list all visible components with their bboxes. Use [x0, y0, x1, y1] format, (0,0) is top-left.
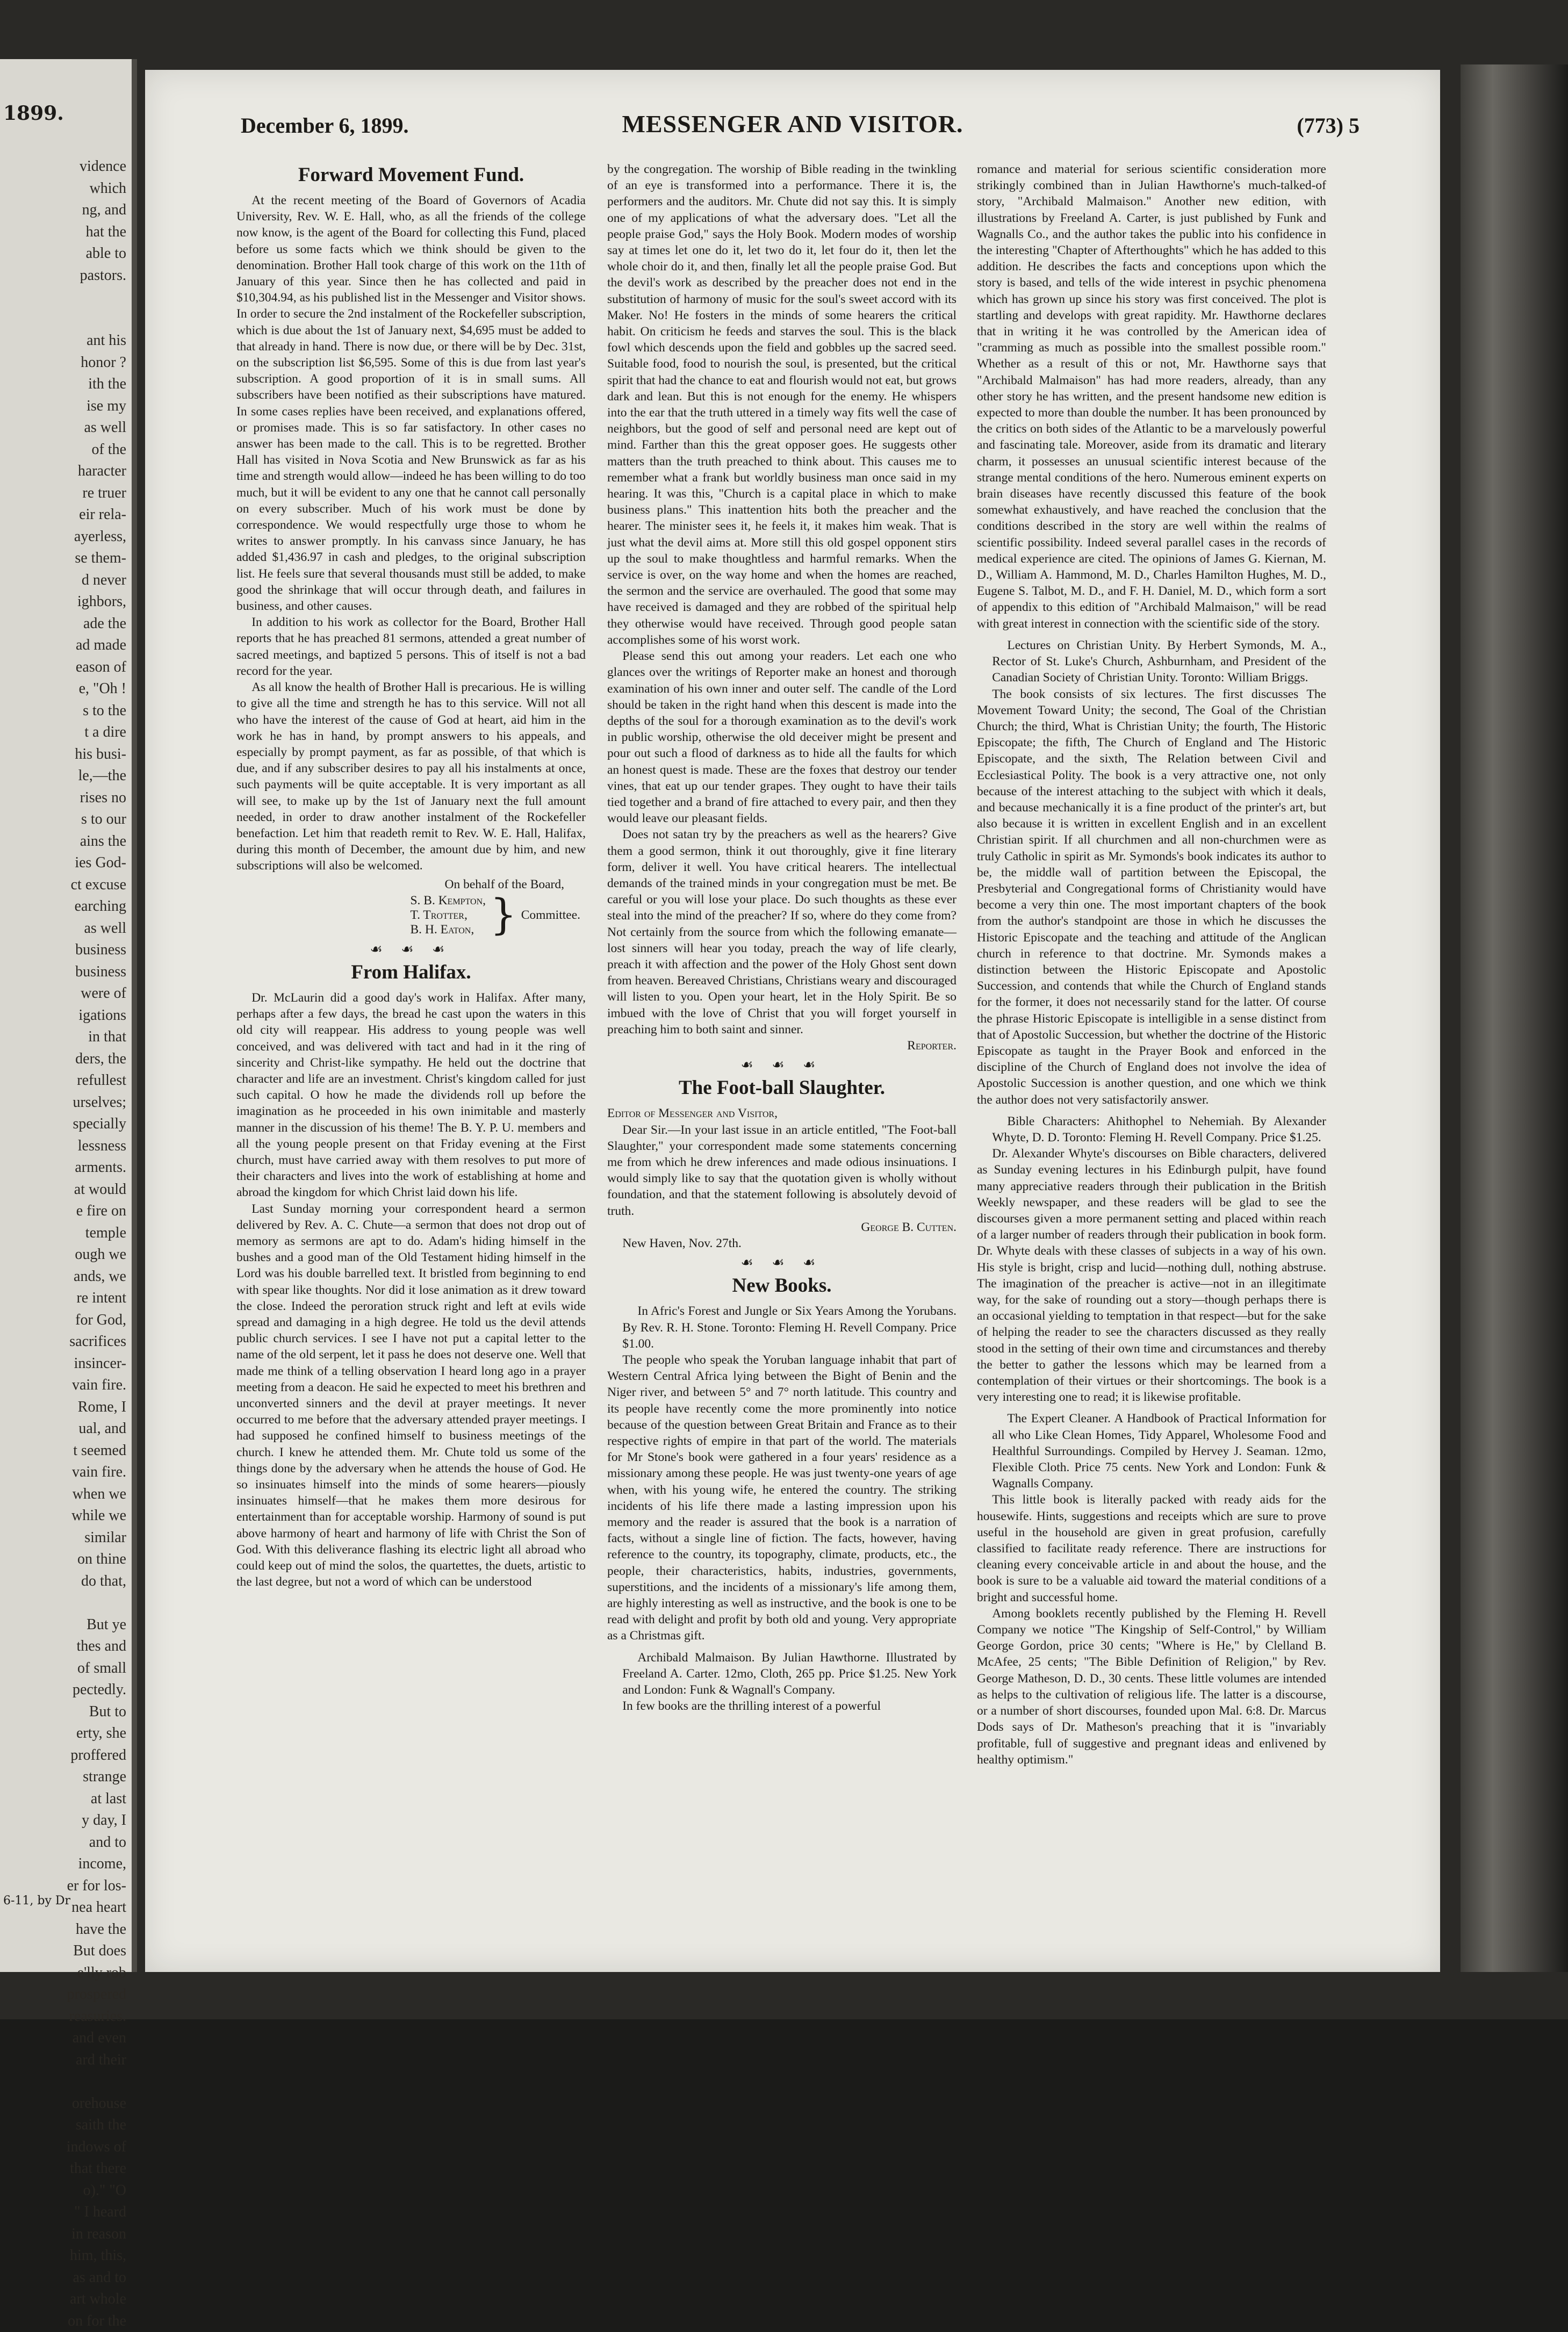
adjacent-page-line: se them- — [75, 548, 126, 570]
adjacent-page-line: hat the — [86, 221, 126, 243]
letter-salutation: Editor of Messenger and Visitor, — [607, 1105, 956, 1121]
adjacent-page-line: arments. — [75, 1157, 126, 1179]
adjacent-page-line: for God, — [75, 1309, 126, 1331]
adjacent-page-line: and to — [89, 1832, 126, 1854]
adjacent-page-line: him, this, — [70, 2245, 126, 2267]
adjacent-page-line: s to the — [83, 700, 126, 722]
adjacent-page-line: proffered — [70, 1745, 126, 1767]
adjacent-page-year: 1899. — [3, 102, 64, 125]
article-heading-new-books: New Books. — [607, 1274, 956, 1298]
adjacent-page-line: ard their — [76, 2049, 126, 2071]
adjacent-page-line: re intent — [76, 1287, 126, 1309]
adjacent-page-line: insincer- — [74, 1353, 126, 1375]
adjacent-page-line: eason of — [76, 657, 126, 679]
adjacent-page-line: reasuries. — [69, 2006, 126, 2028]
adjacent-page-line: able to — [86, 243, 126, 265]
adjacent-page-line: e fire on — [76, 1200, 126, 1222]
adjacent-page-line: s to our — [81, 809, 126, 831]
masthead — [145, 107, 1440, 145]
adjacent-page-line: rises no — [80, 787, 126, 809]
adjacent-page-line: of small — [77, 1658, 126, 1680]
adjacent-page-line: vidence — [80, 156, 126, 178]
adjacent-page-line: do that, — [81, 1571, 126, 1593]
newspaper-title: MESSENGER AND VISITOR. — [145, 110, 1440, 138]
book-edge — [1461, 64, 1568, 1972]
adjacent-page-line: while we — [71, 1505, 126, 1527]
adjacent-page-line: that there — [70, 2158, 126, 2180]
adjacent-page-line: lessness — [78, 1135, 126, 1157]
adjacent-page-line: in reason — [71, 2223, 126, 2245]
adjacent-page-line: have the — [76, 1919, 126, 1941]
article-heading-from-halifax: From Halifax. — [236, 961, 586, 984]
issue-date: December 6, 1899. — [241, 113, 409, 138]
paragraph: In addition to his work as collector for the Board, Brother Hall reports that he has preached 81 sermons, attended a great number of sacred meetings, and baptized 5 persons. This of itself is not a bad record for the year. — [236, 614, 586, 679]
committee-signatures — [236, 894, 586, 937]
adjacent-page-line: igations — [78, 1005, 126, 1027]
adjacent-page-footnote: 6-11, by Dr — [3, 1894, 70, 1908]
letter-signature: George B. Cutten. — [607, 1219, 956, 1235]
adjacent-page-line: similar — [84, 1527, 126, 1549]
adjacent-page-fragment — [0, 59, 137, 1972]
adjacent-page-line: o)." "O — [83, 2180, 126, 2202]
adjacent-page-line: le,—the — [78, 765, 126, 787]
adjacent-page-line: t a dire — [84, 722, 126, 744]
adjacent-page-line: indows of — [67, 2136, 126, 2158]
adjacent-page-line: were of — [81, 983, 126, 1005]
adjacent-page-line: e'lly rob — [77, 1962, 126, 1984]
adjacent-page-line: t seemed — [73, 1440, 126, 1462]
adjacent-page-line: ough we — [75, 1244, 126, 1266]
adjacent-page-line: e, "Oh ! — [79, 678, 126, 700]
book-review: In few books are the thrilling interest of a powerful — [607, 1698, 956, 1714]
adjacent-page-line: vain fire. — [72, 1462, 126, 1484]
book-listing: Bible Characters: Ahithophel to Nehemiah. By Alexander Whyte, D. D. Toronto: Fleming H. Revell Company. Price $1.25. — [977, 1113, 1326, 1146]
adjacent-page-line: temple — [85, 1222, 126, 1244]
adjacent-page-line: pectedly. — [73, 1679, 126, 1701]
adjacent-page-line: his busi- — [75, 744, 126, 766]
adjacent-page-line: art whole — [70, 2288, 126, 2311]
adjacent-page-line: re truer — [82, 483, 126, 505]
adjacent-page-line: ies God- — [75, 852, 126, 874]
adjacent-page-line: er for los- — [67, 1875, 126, 1897]
paragraph: As all know the health of Brother Hall is precarious. He is willing to give all the time and strength he has to this service. Will not all who have the interest of the cause of God at heart, aid him in the work he has in hand, by prompt answers to his appeals, and especially by prompt payment, as far as possible, of that which is due, and if any subscriber desires to pay all his instalments at once, such payments will be quite acceptable. It is very important as all will see, to make up by the 1st of January next the full amount needed, in order to draw another instalment of the Rockefeller benefaction. Let him that readeth remit to Rev. W. E. Hall, Halifax, during this month of December, the amount due by him, and new subscriptions will also be welcomed. — [236, 679, 586, 874]
paragraph: Dr. McLaurin did a good day's work in Halifax. After many, perhaps after a few days, the bread he cast upon the waters in this old city will reappear. His address to young people was well conceived, and was delivered with tact and had in it the ring of sincerity and Christ-like sympathy. He held out the doctrine that character and life are an investment. Christ's kingdom called for just such capital. O how he made the dividends roll up before the imagination as he proceeded in his own inimitable and masterly manner in the discussion of his theme! The B. Y. P. U. members and all the young people present on that Friday evening at the First church, must have carried away with them resolves to put more of their characters and lives into the work of establishing at home and abroad the kingdom for which Christ laid down his life. — [236, 990, 586, 1201]
adjacent-page-line: ual, and — [78, 1418, 126, 1440]
adjacent-page-line: honor ? — [81, 352, 126, 374]
adjacent-page-line: at last — [91, 1788, 126, 1810]
adjacent-page-line: on thine — [77, 1549, 126, 1571]
adjacent-page-line: But ye — [87, 1614, 126, 1636]
adjacent-page-line: income, — [78, 1853, 126, 1875]
brace-glyph: } — [490, 894, 517, 937]
column-2 — [607, 161, 956, 1714]
adjacent-page-line: as well — [84, 918, 126, 940]
committee-member: S. B. Kempton, — [410, 894, 486, 908]
adjacent-page-line: ith the — [88, 373, 126, 395]
adjacent-page-line: ise my — [87, 395, 126, 418]
section-ornament: ☙ ☙ ☙ — [607, 1057, 956, 1073]
adjacent-page-line: y day, I — [82, 1810, 126, 1832]
adjacent-page-line: But does — [73, 1940, 126, 1962]
paragraph: Please send this out among your readers. Let each one who glances over the writings of Reporter make an honest and thorough examination of his own inner and outer self. The candle of the Lord should be taken in the right hand when this descent is made into the depths of the soul for a thorough examination as to the devil's work in public worship, otherwise the old deceiver might be present and pour out such a flood of darkness as to hide all the faults for which an honest quest is made. These are the foxes that destroy our tender vines, that eat up our tender grapes. They ought to have their tails tied together and a brand of fire attached to every pair, and then they would leave our pleasant fields. — [607, 648, 956, 826]
adjacent-page-line: ighbors, — [77, 591, 126, 613]
letter-dateline: New Haven, Nov. 27th. — [607, 1235, 956, 1251]
adjacent-page-line: which — [90, 178, 126, 200]
adjacent-page-line: Rome, I — [78, 1397, 126, 1419]
section-ornament: ☙ ☙ ☙ — [236, 941, 586, 958]
committee-names — [410, 894, 486, 937]
adjacent-page-line: ant his — [87, 330, 126, 352]
adjacent-page-line: ct excuse — [71, 874, 126, 896]
adjacent-page-line: on for the — [68, 2311, 126, 2332]
committee-member: B. H. Eaton, — [410, 923, 486, 937]
adjacent-page-line: erty, she — [76, 1723, 126, 1745]
paragraph: Last Sunday morning your correspondent heard a sermon delivered by Rev. A. C. Chute—a sermon that does not drop out of memory as sermons are apt to do. Adam's hiding himself in the bushes and a good man of the Old Testament hiding himself in the Lord was his double barrelled text. It bristled from beginning to end with spear like thoughts. Nor did it lose animation as it drew toward the close. Indeed the peroration struck right and left at evils wide spread and damaging in a high degree. He told us the devil attends public church services. I see I have not put a capital letter to the name of the old serpent, let it pass he does not deserve one. Well that made me think of a telling observation I heard long ago in a prayer meeting from a deacon. He said he expected to meet his brethren and unconverted sinners and the devil at prayer meetings. It never occurred to me before that the adversary attended prayer meetings. I had supposed he confined himself to business meetings of the church. I knew he attended them. Mr. Chute told us some of the things done by the adversary when he attends the house of God. He so insinuates himself into the minds of some hearers—piously insinuates himself—that he makes them more desirous for entertainment than for acceptable worship. Harmony of sound is put above harmony of heart and harmony of life with Christ the Son of God. With this deliverance flashing its electric light all abroad who could keep out of mind the solos, the quartettes, the duets, artistic to the last degree, but not a word of which can be understood — [236, 1201, 586, 1590]
book-listing: Archibald Malmaison. By Julian Hawthorne. Illustrated by Freeland A. Carter. 12mo, Cloth, 265 pp. Price $1.25. New York and London: Funk & Wagnall's Company. — [607, 1650, 956, 1698]
adjacent-page-line: saith the — [76, 2114, 126, 2136]
adjacent-page-line: in that — [88, 1026, 126, 1048]
book-listing: In Afric's Forest and Jungle or Six Years Among the Yorubans. By Rev. R. H. Stone. Toronto: Fleming H. Revell Company. Price $1.00. — [607, 1303, 956, 1352]
article-signature: Reporter. — [607, 1038, 956, 1054]
adjacent-page-line: as well — [84, 417, 126, 439]
signature-block — [236, 876, 586, 937]
adjacent-page-line: and even — [73, 2027, 126, 2049]
adjacent-page-line: business — [75, 961, 126, 983]
newspaper-page — [145, 70, 1440, 1972]
paragraph: Dear Sir.—In your last issue in an article entitled, "The Foot-ball Slaughter," your correspondent made some statements concerning me from which he drew inferences and made odious insinuations. I would simply like to say that the quotation given is wholly without foundation, and that the statement following is absolutely devoid of truth. — [607, 1122, 956, 1219]
on-behalf-line: On behalf of the Board, — [236, 876, 586, 893]
book-review: romance and material for serious scientific consideration more strikingly combined than in Julian Hawthorne's much-talked-of story, "Archibald Malmaison." Another new edition, with illustrations by Freeland A. Carter, is just published by Funk and Wagnalls Co., and the author takes the public into his confidence in the interesting "Chapter of Afterthoughts" which he has added to this addition. He describes the facts and conceptions upon which the story is based, and tells of the wide interest in psychic phenomena which has grown up since his story was first conceived. The plot is startling and develops with great rapidity. Mr. Hawthorne declares that in writing it he was controlled by the American idea of "cramming as much as possible into the smallest possible room." Whether as a result of this or not, Mr. Hawthorne says that "Archibald Malmaison" has had more readers, already, than any other story he has written, and the present handsome new edition is expected to more than double the number. It has been pronounced by the critics on both sides of the Atlantic to be a marvelously powerful and fascinating tale. Moreover, aside from its dramatic and literary charm, it possesses an unusual scientific interest because of the strange mental conditions of the hero. Numerous eminent experts on brain diseases have recently discussed this feature of the book somewhat exhaustively, and have reached the conclusion that the conditions described in the story are well within the realms of scientific possibility. Indeed several parallel cases in the records of medical experience are cited. The opinions of James G. Kiernan, M. D., William A. Hammond, M. D., Charles Hamilton Hughes, M. D., Eugene S. Talbot, M. D., and F. H. Daniel, M. D., which form a sort of appendix to this edition of "Archibald Malmaison," will be read with great interest in connection with the scientific side of the story. — [977, 161, 1326, 632]
page-number: (773) 5 — [1297, 113, 1360, 138]
book-listing: The Expert Cleaner. A Handbook of Practical Information for all who Like Clean Homes, Tidy Apparel, Wholesome Food and Healthful Surroundings. Compiled by Hervey J. Seaman. 12mo, Flexible Cloth. Price 75 cents. New York and London: Funk & Wagnalls Company. — [977, 1410, 1326, 1492]
article-heading-football: The Foot-ball Slaughter. — [607, 1076, 956, 1100]
column-1 — [236, 161, 586, 1590]
adjacent-page-line: strange — [83, 1766, 126, 1788]
adjacent-page-line: ands, we — [74, 1266, 126, 1288]
adjacent-page-line: ade the — [83, 613, 126, 635]
adjacent-page-line: when we — [73, 1484, 126, 1506]
committee-label: Committee. — [521, 907, 580, 923]
adjacent-page-line: " I heard — [74, 2201, 126, 2223]
book-review: The book consists of six lectures. The first discusses The Movement Toward Unity; the second, The Goal of the Christian Church; the third, What is Christian Unity; the fourth, The Historic Episcopate; the fifth, The Church of England and The Historic Episcopate, and the sixth, The Relation between Civil and Ecclesiastical Polity. The book is a very attractive one, not only because of the interest attaching to the subject with which it deals, and because mechanically it is a fine product of the printer's art, but also because it is written in excellent English and in an excellent Christian spirit. If all churchmen and all non-churchmen were as truly Catholic in spirit as Mr. Symonds's book indicates its author to be, the middle wall of partition between the Episcopal, the Presbyterial and Congregational forms of Christianity would have become a very thin one. The most important chapters of the book from the author's standpoint are those in which he discusses the Historic Episcopate and the teaching and attitude of the Anglican church in reference to that doctrine. Mr. Symonds makes a distinction between the Historic Episcopate and Apostolic Succession, and contends that while the Church of England stands for the former, it does not necessarily stand for the latter. Of course the phrase Historic Episcopate is intelligible in a sense distinct from that of Apostolic Succession, but whether the doctrine of the Historic Episcopate as taught in the Prayer Book and enforced in the discipline of the Church of England does not involve the idea of Apostolic Succession is another question, and one which we think the author does not very satisfactorily answer. — [977, 686, 1326, 1108]
paragraph: Does not satan try by the preachers as well as the hearers? Give them a good sermon, think it out thoroughly, give it fine literary form, deliver it well. You have critical hearers. The intellectual demands of the trained minds in your congregation must be met. Be careful or you will lose your place. Do such thoughts as these ever steal into the mind of the preacher? If so, where do they come from? Not certainly from the source from which the following emanate—lost sinners will hear you today, preach the way of life clearly, preach it with affection and the power of the Holy Ghost sent down from heaven. Bereaved Christians, Christians weary and discouraged will listen to you. Open your heart, let in the Holy Spirit. Be so imbued with the love of Christ that you will forget yourself in preaching him to both saint and sinner. — [607, 826, 956, 1038]
column-3 — [977, 161, 1326, 1768]
adjacent-page-line: ders, the — [75, 1048, 126, 1070]
adjacent-page-line: specially — [73, 1113, 126, 1135]
adjacent-page-line: nea heart — [71, 1897, 126, 1919]
adjacent-page-line: orehouse — [72, 2093, 126, 2115]
committee-member: T. Trotter, — [410, 908, 486, 923]
book-review: This little book is literally packed with ready aids for the housewife. Hints, suggestions and receipts which are sure to prove useful in the household are given in great profusion, carefully classified to facilitate ready reference. There are instructions for cleaning every conceivable article in and about the house, and the book is sure to be a valuable aid toward the material conditions of a bright and successful home. — [977, 1492, 1326, 1605]
adjacent-page-line: thes and — [76, 1636, 126, 1658]
adjacent-page-line: at would — [74, 1179, 126, 1201]
adjacent-page-line: d never — [82, 570, 126, 592]
adjacent-page-line: ayerless, — [74, 526, 126, 548]
adjacent-page-line: business — [75, 939, 126, 961]
adjacent-page-line: eir rela- — [79, 504, 126, 526]
adjacent-page-line: ains the — [80, 831, 126, 853]
adjacent-page-line: But to — [89, 1701, 126, 1723]
adjacent-page-line: refullest — [77, 1070, 126, 1092]
adjacent-page-line: pastors. — [80, 265, 126, 287]
adjacent-page-line: urselves; — [73, 1092, 126, 1114]
book-review: Dr. Alexander Whyte's discourses on Bible characters, delivered as Sunday evening lectures in his Edinburgh pulpit, have found many appreciative readers through their publication in the British Weekly newspaper, and these readers will be glad to see the discourses given a more permanent setting and placed within reach of a larger number of readers through their publication in book form. Dr. Whyte deals with these classes of subjects in a way of his own. His style is bright, crisp and lucid—nothing dull, nothing abstruse. The imagination of the preacher is active—not in an illegitimate way, for the sake of rounding out a story—though perhaps there is an occasional yielding to temptation in that respect—but for the sake of helping the reader to see the characters discussed as they really stood in the setting of their own time and circumstances and thereby the better to gather the lessons which may be learned from a contemplation of their virtues or their shortcomings. The book is a very interesting one to read; it is likewise profitable. — [977, 1146, 1326, 1405]
adjacent-page-line: earching — [75, 896, 126, 918]
adjacent-page-line: sacrifices — [69, 1331, 126, 1353]
adjacent-page-line: of the — [91, 439, 126, 461]
adjacent-page-line: prospered — [67, 1984, 126, 2006]
booklets-notice: Among booklets recently published by the Fleming H. Revell Company we notice "The Kingship of Self-Control," by William George Gordon, price 30 cents; "Where is He," by Clelland B. McAfee, 25 cents; "The Bible Definition of Religion," by Rev. George Matheson, D. D., 30 cents. These little volumes are intended as helps to the cultivation of religious life. The latter is a discourse, or a number of short discourses, founded upon Mal. 6:8. Dr. Marcus Dods says of Dr. Matheson's preaching that it is "invariably profitable, full of suggestive and pregnant ideas and enlivened by healthy optimism." — [977, 1606, 1326, 1768]
book-listing: Lectures on Christian Unity. By Herbert Symonds, M. A., Rector of St. Luke's Church, Ashburnham, and President of the Canadian Society of Christian Unity. Toronto: William Briggs. — [977, 637, 1326, 686]
adjacent-page-line: vain fire. — [72, 1374, 126, 1397]
adjacent-page-line: ad made — [76, 635, 126, 657]
paragraph: At the recent meeting of the Board of Governors of Acadia University, Rev. W. E. Hall, who, as all the friends of the college now know, is the agent of the Board for collecting this Fund, placed before us some facts which we think should be given to the denomination. Brother Hall took charge of this work on the 11th of January of this year. Since then he has collected and paid in $10,304.94, as his published list in the Messenger and Visitor shows. In order to secure the 2nd instalment of the Rockefeller subscription, which is due about the 1st of January next, $4,695 must be added to that already in hand. There is now due, or there will be by Dec. 31st, on the subscription list $6,595. Some of this is due from last year's subscription. A good proportion of it is in small sums. All subscribers have been notified as their subscriptions have matured. In some cases replies have been received, and explanations offered, or promises made. This is so far satisfactory. In other cases no answer has been made to the call. This is to be regretted. Brother Hall has visited in Nova Scotia and New Brunswick as far as his time and strength would allow—indeed he has been willing to do too much, but it will be evident to any one that he cannot call personally on every subscriber. Much of his work must be done by correspondence. We would respectfully urge those to whom he writes to answer promptly. In his canvass since January, he has added $1,436.97 in cash and pledges, to the original subscription list. He feels sure that several thousands must still be added, to make good the shrinkage that will occur through death, and failures in business, and other causes. — [236, 192, 586, 614]
adjacent-page-line: haracter — [78, 460, 126, 483]
adjacent-page-line: ng, and — [82, 199, 126, 221]
book-review: The people who speak the Yoruban language inhabit that part of Western Central Africa lying between the Bight of Benin and the Niger river, and between 5° and 7° north latitude. This country and its people have recently come the more prominently into notice because of the question between Great Britain and France as to their respective rights of empire in that part of the world. The materials for Mr Stone's book were gathered in a four years' residence as a missionary among these people. He was just twenty-one years of age when, with his young wife, he entered the country. The striking incidents of his life there made a lasting impression upon his memory and the reader is assured that the book is a narration of facts, without a single line of fiction. The facts, however, having reference to the country, its topography, climate, products, etc., the people, their characteristics, habits, industries, governments, superstitions, and the incidents of a missionary's life among them, are highly interesting as well as instructive, and the book is one to be read with delight and profit by both old and young. Very appropriate as a Christmas gift. — [607, 1352, 956, 1644]
paragraph: by the congregation. The worship of Bible reading in the twinkling of an eye is transformed into a performance. There it is, the performers and the auditors. Mr. Chute did not say this. It is simply one of my applications of what the adversary does. "Let all the people praise God," says the Holy Book. Modern modes of worship say at times let one do it, let two do it, let four do it, then let the whole choir do it, and then, finally let all the people praise God. But the devil's work as described by the preacher does not end in the substitution of harmony of music for the soul's sweet accord with its Maker. No! He fosters in the minds of some hearers the critical habit. On criticism he feeds and starves the soul. This is the black fowl which descends upon the field and gobbles up the sacred seed. Suitable food, food to nourish the soul, is presented, but the critical spirit that had the chance to eat and flourish would not eat, but grows dark and lean. But this is not enough for the enemy. He whispers into the ear that the truth uttered in a timely way fits well the case of neighbors, but the good of self and personal need are kept out of mind. Farther than this the great opposer goes. He suggests other matters than the truth preached to think about. This causes me to remember what a frank but worldly business man once said in my hearing. It was this, "Church is a capital place in which to make business plans." This inattention hits both the preacher and the hearer. The minister sees it, he feels it, it makes him weak. That is just what the devil aims at. More still this old gospel opponent stirs up the soul to make thoughtless and harmful remarks. When the service is over, on the way home and when the homes are reached, the sermon and the service are overhauled. The good that some may have received is damaged and they are robbed of the spiritual help they otherwise would have received. Through good people satan accomplishes some of his worst work. — [607, 161, 956, 648]
adjacent-page-line: as and to — [73, 2267, 126, 2289]
article-heading-forward-movement: Forward Movement Fund. — [236, 163, 586, 187]
section-ornament: ☙ ☙ ☙ — [607, 1255, 956, 1271]
